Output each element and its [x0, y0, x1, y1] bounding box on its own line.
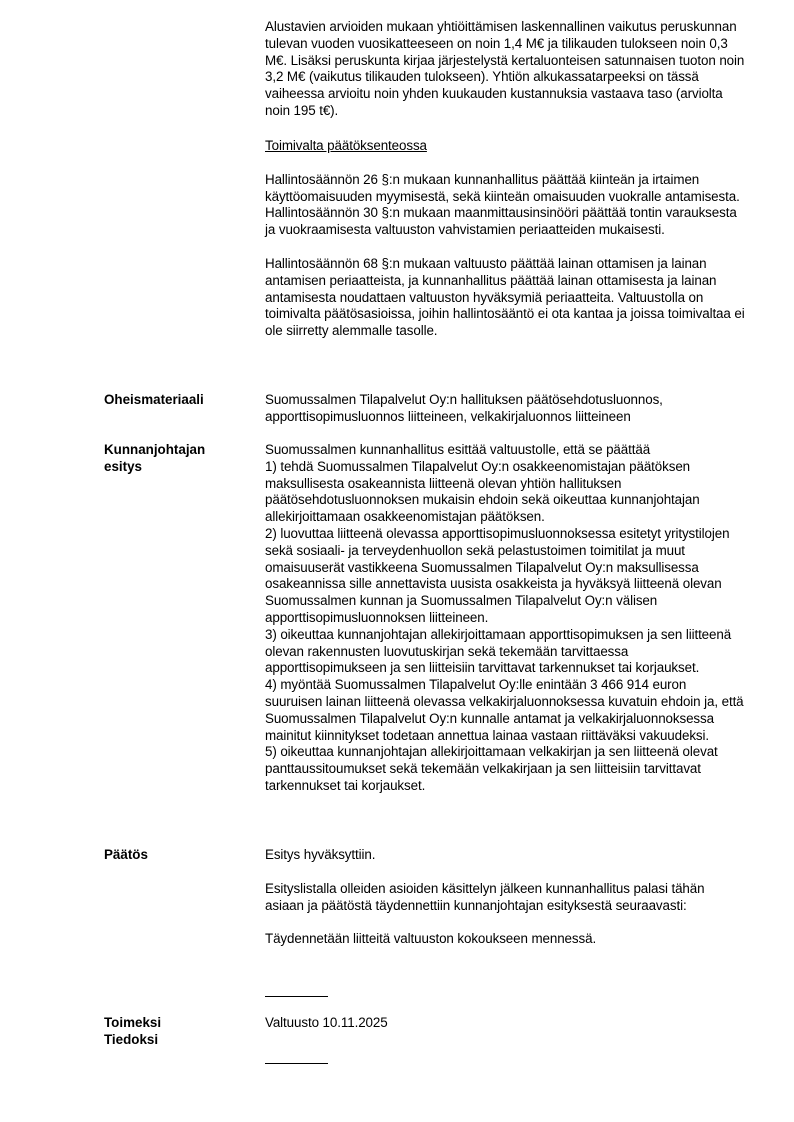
intro-section	[265, 19, 745, 120]
proposal-intro: Suomussalmen kunnanhallitus esittää valtuustolle, että se päättää	[265, 442, 651, 457]
proposal-item: 5) oikeuttaa kunnanjohtajan allekirjoittamaan velkakirjan ja sen liitteenä olevat panttaussitoumukset sekä tekemään velkakirjaan ja sen liitteisiin tarvittavat tarkennukset tai korjaukset.	[265, 744, 718, 793]
decision-label: Päätös	[104, 847, 148, 862]
attachments-label: Oheismateriaali	[104, 392, 204, 407]
distribution-value: Valtuusto 10.11.2025	[265, 1015, 388, 1030]
decision-section	[265, 847, 745, 948]
distribution-section	[265, 1015, 745, 1032]
proposal-item: 3) oikeuttaa kunnanjohtajan allekirjoittamaan apporttisopimuksen ja sen liitteenä olevan rakennusten luovutuskirjan sekä tekemään tarvittaessa apporttisopimukseen ja sen liitteisiin tarvittavat tarkennukset tai korjaukset.	[265, 626, 732, 676]
proposal-label	[104, 442, 254, 476]
intro-paragraph: Alustavien arvioiden mukaan yhtiöittämisen laskennallinen vaikutus peruskunnan tulevan vuoden vuosikatteeseen on noin 1,4 M€ ja tilikauden tulokseen noin 0,3 M€. Lisäksi peruskunta kirjaa järjestelystä kertaluonteisen satunnaisen tuoton noin 3,2 M€ (vaikutus tilikauden tulokseen). Yhtiön alkukassatarpeeksi on tässä vaiheessa arvioitu noin yhden kuukauden kustannuksia vastaava taso (arviolta noin 195 t€).	[265, 19, 745, 118]
distribution-label-line-1: Toimeksi	[104, 1015, 162, 1030]
decision-paragraph-2: Esityslistalla olleiden asioiden käsittelyn jälkeen kunnanhallitus palasi tähän asiaan ja päätöstä täydennettiin kunnanjohtajan esityksestä seuraavasti:	[265, 880, 705, 913]
separator-line	[265, 1063, 328, 1064]
authority-section	[265, 138, 745, 340]
proposal-label-line-2: esitys	[104, 458, 142, 474]
authority-paragraph-2: Hallintosäännön 68 §:n mukaan valtuusto päättää lainan ottamisen ja lainan antamisen periaatteista, ja kunnanhallitus päättää lainan ottamisesta ja lainan antamisesta noudattaen valtuuston hyväksymiä periaatteita. Valtuustolla on toimivalta päätösasioissa, joihin hallintosääntö ei ota kantaa ja joissa toimivaltaa ei ole siirretty alemmalle tasolle.	[265, 255, 745, 339]
decision-paragraph-3: Täydennetään liitteitä valtuuston kokoukseen mennessä.	[265, 931, 597, 947]
proposal-item: 1) tehdä Suomussalmen Tilapalvelut Oy:n osakkeenomistajan päätöksen maksullisesta osakeannista liitteenä olevan yhtiön hallituksen päätösehdotusluonnoksen mukaisin ehdoin sekä oikeuttaa kunnanjohtajan allekirjoittamaan osakkeenomistajan päätöksen.	[265, 458, 700, 525]
proposal-label-line-1: Kunnanjohtajan	[104, 442, 206, 457]
attachments-section	[265, 392, 745, 426]
proposal-item: 4) myöntää Suomussalmen Tilapalvelut Oy:lle enintään 3 466 914 euron suuruisen lainan liitteenä olevassa velkakirjaluonnoksessa kuvatuin ehdoin ja, että Suomussalmen Tilapalvelut Oy:n kunnalle antamat ja velkakirjaluonnoksessa mainitut kiinnitykset todetaan annettua lainaa vastaan riittäväksi vakuudeksi.	[265, 677, 744, 743]
decision-paragraph-1: Esitys hyväksyttiin.	[265, 847, 376, 862]
proposal-item: 2) luovuttaa liitteenä olevassa apporttisopimusluonnoksessa esitetyt yritystilojen sekä sosiaali- ja terveydenhuollon sekä pelastustoimen toimitilat ja muut omaisuuserät vastikkeena Suomussalmen Tilapalvelut Oy:n maksullisessa osakeannissa sille annettavista uusista osakkeista ja hyväksyä liitteenä olevan Suomussalmen kunnan ja Suomussalmen Tilapalvelut Oy:n välisen apporttisopimusluonnoksen liitteineen.	[265, 525, 730, 625]
separator-line	[265, 996, 328, 997]
distribution-label-line-2: Tiedoksi	[104, 1031, 159, 1047]
authority-paragraph-1: Hallintosäännön 26 §:n mukaan kunnanhallitus päättää kiinteän ja irtaimen käyttöomaisuuden myymisestä, sekä kiinteän omaisuuden vuokralle antamisesta. Hallintosäännön 30 §:n mukaan maanmittausinsinööri päättää tontin varauksesta ja vuokraamisesta valtuuston vahvistamien periaatteiden mukaisesti.	[265, 171, 740, 238]
proposal-section	[265, 442, 745, 795]
distribution-label	[104, 1015, 254, 1049]
attachments-text: Suomussalmen Tilapalvelut Oy:n hallituksen päätösehdotusluonnos, apporttisopimusluonnos liitteineen, velkakirjaluonnos liitteineen	[265, 392, 663, 424]
authority-heading: Toimivalta päätöksenteossa	[265, 138, 427, 153]
